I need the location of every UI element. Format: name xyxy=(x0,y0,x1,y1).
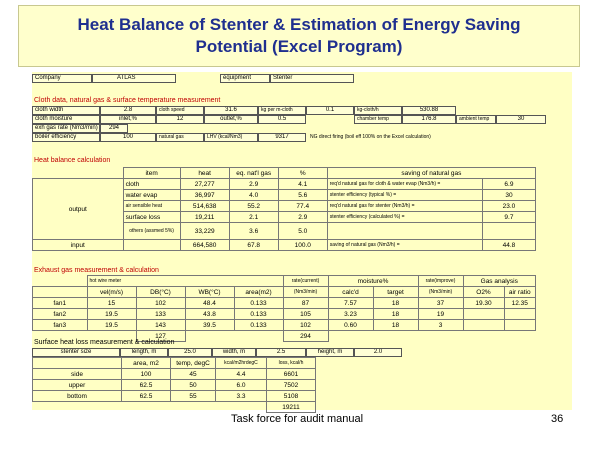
surface-header: Surface heat loss measurement & calculation xyxy=(34,339,175,346)
outlet-label: outlet,% xyxy=(204,115,258,124)
stenter-size-label: stenter size xyxy=(32,348,120,357)
row-heat: 36,997 xyxy=(180,190,229,201)
col-blank xyxy=(33,358,122,369)
surface-coef: 4.4 xyxy=(216,369,267,380)
height-label: height, m xyxy=(306,348,354,357)
fan-vel[interactable]: 19.5 xyxy=(87,320,136,331)
cloth-speed-value[interactable]: 31.6 xyxy=(204,106,258,115)
fan-improve: 3 xyxy=(418,320,463,331)
surface-loss: 5108 xyxy=(267,391,316,402)
row-item: cloth xyxy=(123,179,180,190)
saving-label: stenter efficiency (calculated %) = xyxy=(327,212,482,223)
fan-area[interactable]: 0.133 xyxy=(234,309,283,320)
fan-air-ratio: 12.35 xyxy=(504,298,536,309)
ng-note: NG direct firing (boil eff 100% on the Excel calculation) xyxy=(310,134,431,140)
col-db: DB(°C) xyxy=(136,287,185,298)
fan-air-ratio xyxy=(504,320,536,331)
col-temp: temp, degC xyxy=(171,358,216,369)
saving-value: 9.7 xyxy=(482,212,535,223)
fan-o2[interactable] xyxy=(463,320,504,331)
fan-name: fan1 xyxy=(33,298,88,309)
col-loss: loss, kcal/h xyxy=(267,358,316,369)
col-target: target xyxy=(373,287,418,298)
saving-value: 23.0 xyxy=(482,201,535,212)
fan-vel[interactable]: 15 xyxy=(87,298,136,309)
kg-per-m-value[interactable]: 0.1 xyxy=(306,106,354,115)
db-total: 127 xyxy=(136,331,185,342)
saving-label: saving of natural gas (Nm3/h) = xyxy=(327,240,482,251)
input-row xyxy=(33,240,536,251)
col-area: area, m2 xyxy=(122,358,171,369)
row-gas: 55.2 xyxy=(229,201,278,212)
heat-balance-header: Heat balance calculation xyxy=(34,157,111,164)
row-pct: 5.0 xyxy=(278,223,327,240)
fan-o2[interactable]: 19.30 xyxy=(463,298,504,309)
stenter-size-row xyxy=(32,348,572,357)
fan-db[interactable]: 143 xyxy=(136,320,185,331)
row-gas: 2.1 xyxy=(229,212,278,223)
col-pct: % xyxy=(278,168,327,179)
boiler-eff-label: boiler efficiency xyxy=(32,133,100,142)
chamber-temp-label: chamber temp xyxy=(354,115,402,124)
table-row xyxy=(33,309,536,320)
fan-calcd: 0.60 xyxy=(328,320,373,331)
fan-name: fan3 xyxy=(33,320,88,331)
fan-target[interactable]: 18 xyxy=(373,309,418,320)
fan-improve: 37 xyxy=(418,298,463,309)
input-pct: 100.0 xyxy=(278,240,327,251)
ambient-temp-label: ambient temp xyxy=(456,115,496,124)
surface-header-row xyxy=(33,358,316,369)
hot-wire-label: hot wire meter xyxy=(87,276,283,287)
fan-vel[interactable]: 19.5 xyxy=(87,309,136,320)
cloth-width-value[interactable]: 2.8 xyxy=(100,106,156,115)
rate-current-label: rate(current) xyxy=(283,276,328,287)
title-box xyxy=(18,5,580,67)
col-vel: vel(m/s) xyxy=(87,287,136,298)
surface-coef: 3.3 xyxy=(216,391,267,402)
exhaust-top-header-row xyxy=(33,276,536,287)
company-label: Company xyxy=(32,74,92,83)
row-pct: 4.1 xyxy=(278,179,327,190)
surface-total-row xyxy=(33,402,316,413)
col-gas: eq. nat'l gas xyxy=(229,168,278,179)
page-number: 36 xyxy=(551,413,564,425)
row-heat: 19,211 xyxy=(180,212,229,223)
surface-loss: 6601 xyxy=(267,369,316,380)
company-value[interactable]: ATLAS xyxy=(92,74,176,83)
kg-cloth-h-value: 530.88 xyxy=(402,106,456,115)
moisture-label: moisture% xyxy=(328,276,418,287)
fan-calcd: 7.57 xyxy=(328,298,373,309)
row-heat: 514,638 xyxy=(180,201,229,212)
chamber-temp-value[interactable]: 176.8 xyxy=(402,115,456,124)
output-label: output xyxy=(33,179,124,240)
surface-total-loss: 19211 xyxy=(267,402,316,413)
row-item: others (assmed 5%) xyxy=(123,223,180,240)
table-row xyxy=(33,380,316,391)
surface-name: side xyxy=(33,369,122,380)
cloth-moisture-label: cloth moisture xyxy=(32,115,100,124)
row-heat: 33,229 xyxy=(180,223,229,240)
saving-label xyxy=(327,223,482,240)
fan-calcd: 3.23 xyxy=(328,309,373,320)
fan-name: fan2 xyxy=(33,309,88,320)
fan-rate: 105 xyxy=(283,309,328,320)
col-blank xyxy=(33,287,88,298)
surface-name: upper xyxy=(33,380,122,391)
table-row xyxy=(33,391,316,402)
col-air-ratio: air ratio xyxy=(504,287,536,298)
exh-gas-value: 294 xyxy=(100,124,128,133)
col-saving: saving of natural gas xyxy=(327,168,535,179)
table-row xyxy=(33,179,536,190)
fan-wb[interactable]: 43.8 xyxy=(185,309,234,320)
col-o2: O2% xyxy=(463,287,504,298)
col-wb: WB(°C) xyxy=(185,287,234,298)
fan-wb[interactable]: 39.5 xyxy=(185,320,234,331)
fan-target[interactable]: 18 xyxy=(373,320,418,331)
row-pct: 2.9 xyxy=(278,212,327,223)
width-value[interactable]: 2.5 xyxy=(256,348,306,357)
fan-area[interactable]: 0.133 xyxy=(234,298,283,309)
col-improve: (Nm3/min) xyxy=(418,287,463,298)
col-heat: heat xyxy=(180,168,229,179)
lhv-value[interactable]: 9317 xyxy=(258,133,306,142)
kg-cloth-h-label: kg-cloth/h xyxy=(354,106,402,115)
exhaust-header: Exhaust gas measurement & calculation xyxy=(34,267,159,274)
row-gas: 4.0 xyxy=(229,190,278,201)
table-row xyxy=(33,298,536,309)
surface-name: bottom xyxy=(33,391,122,402)
fan-db[interactable]: 102 xyxy=(136,298,185,309)
equipment-value[interactable]: Stenter xyxy=(270,74,354,83)
surface-temp[interactable]: 50 xyxy=(171,380,216,391)
col-calcd: calc'd xyxy=(328,287,373,298)
row-gas: 2.9 xyxy=(229,179,278,190)
page-title-line1: Heat Balance of Stenter & Estimation of Energy Saving xyxy=(77,15,521,34)
fan-improve: 19 xyxy=(418,309,463,320)
width-label: width, m xyxy=(212,348,256,357)
row-pct: 5.6 xyxy=(278,190,327,201)
exh-gas-row xyxy=(32,124,572,133)
ambient-temp-value[interactable]: 30 xyxy=(496,115,546,124)
fan-db[interactable]: 133 xyxy=(136,309,185,320)
cloth-moisture-row xyxy=(32,115,572,124)
saving-value: 6.9 xyxy=(482,179,535,190)
outlet-value[interactable]: 0.5 xyxy=(258,115,306,124)
input-heat: 664,580 xyxy=(180,240,229,251)
saving-value[interactable]: 30 xyxy=(482,190,535,201)
spreadsheet-area xyxy=(32,72,572,410)
heat-balance-table xyxy=(32,167,536,251)
input-label: input xyxy=(33,240,124,251)
lhv-label: LHV (kcal/Nm3) xyxy=(204,133,258,142)
fan-area[interactable]: 0.133 xyxy=(234,320,283,331)
kg-per-m-label: kg per m-cloth xyxy=(258,106,306,115)
inlet-label: inlet,% xyxy=(100,115,156,124)
surface-loss: 7502 xyxy=(267,380,316,391)
cloth-section-header: Cloth data, natural gas & surface temperature measurement xyxy=(34,97,221,104)
saving-label: stenter efficiency (typical %) = xyxy=(327,190,482,201)
table-row xyxy=(33,369,316,380)
fan-rate: 102 xyxy=(283,320,328,331)
col-coef: kcal/m2hrdegC xyxy=(216,358,267,369)
cloth-width-row xyxy=(32,106,572,115)
rate-total: 294 xyxy=(283,331,328,342)
rate-improve-label: rate(improve) xyxy=(418,276,463,287)
equipment-label: equipment xyxy=(220,74,270,83)
inlet-value[interactable]: 12 xyxy=(156,115,204,124)
row-pct: 77.4 xyxy=(278,201,327,212)
heat-balance-header-row xyxy=(33,168,536,179)
surface-temp[interactable]: 45 xyxy=(171,369,216,380)
surface-table xyxy=(32,357,316,413)
exhaust-header-row xyxy=(33,287,536,298)
surface-area: 100 xyxy=(122,369,171,380)
exhaust-table xyxy=(32,275,536,342)
input-gas: 67.8 xyxy=(229,240,278,251)
natural-gas-label: natural gas xyxy=(156,133,204,142)
surface-area: 62.5 xyxy=(122,380,171,391)
fan-rate: 87 xyxy=(283,298,328,309)
fan-air-ratio xyxy=(504,309,536,320)
col-rate: (Nm3/min) xyxy=(283,287,328,298)
fan-o2[interactable] xyxy=(463,309,504,320)
gas-analysis-label: Gas analysis xyxy=(463,276,536,287)
row-item: water evap xyxy=(123,190,180,201)
company-row xyxy=(32,74,572,83)
length-value[interactable]: 25.0 xyxy=(168,348,212,357)
length-label: length, m xyxy=(120,348,168,357)
saving-label: req'd natural gas for cloth & water evap (Nm3/h) = xyxy=(327,179,482,190)
table-row xyxy=(33,320,536,331)
footer-text: Task force for audit manual xyxy=(231,413,364,425)
row-item: air sensible heat xyxy=(123,201,180,212)
row-item: surface loss xyxy=(123,212,180,223)
saving-value xyxy=(482,223,535,240)
height-value[interactable]: 2.0 xyxy=(354,348,402,357)
cloth-speed-label: cloth speed xyxy=(156,106,204,115)
cloth-width-label: cloth width xyxy=(32,106,100,115)
exh-gas-label: exh gas rate (Nm3/min) xyxy=(32,124,100,133)
surface-temp[interactable]: 55 xyxy=(171,391,216,402)
boiler-eff-value[interactable]: 100 xyxy=(100,133,156,142)
fan-wb[interactable]: 48.4 xyxy=(185,298,234,309)
page-title-line2: Potential (Excel Program) xyxy=(195,37,403,56)
saving-label: req'd natural gas for stenter (Nm3/h) = xyxy=(327,201,482,212)
row-gas: 3.6 xyxy=(229,223,278,240)
surface-coef: 6.0 xyxy=(216,380,267,391)
saving-value: 44.8 xyxy=(482,240,535,251)
col-area: area(m2) xyxy=(234,287,283,298)
surface-area: 62.5 xyxy=(122,391,171,402)
boiler-eff-row xyxy=(32,133,572,142)
row-heat: 27,277 xyxy=(180,179,229,190)
fan-target[interactable]: 18 xyxy=(373,298,418,309)
col-item: item xyxy=(123,168,180,179)
